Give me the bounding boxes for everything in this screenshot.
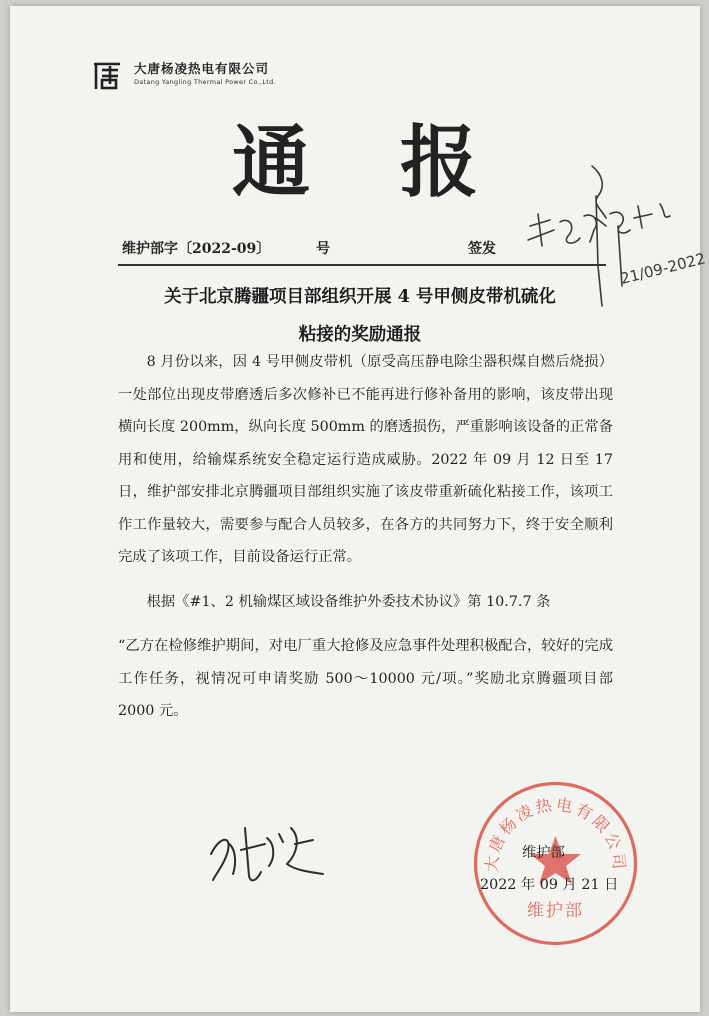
seal-text: 大唐杨凌热电有限公司 xyxy=(481,794,630,873)
company-header xyxy=(134,59,276,86)
issuer-signature xyxy=(510,156,709,316)
bottom-signature xyxy=(205,814,335,894)
document-number: 维护部字〔2022-09〕 xyxy=(122,241,271,257)
company-logo-icon xyxy=(90,58,124,92)
signer-label: 签发 xyxy=(468,241,496,257)
issue-date: 2022 年 09 月 21 日 xyxy=(480,877,619,893)
company-name-cn: 大唐杨凌热电有限公司 xyxy=(134,61,270,76)
paragraph-2: 根据《#1、2 机输煤区域设备维护外委技术协议》第 10.7.7 条 xyxy=(146,593,551,610)
seal-dept: 维护部 xyxy=(527,901,584,921)
signature-date-note: 21/09-2022 xyxy=(618,249,708,288)
issuing-department: 维护部 xyxy=(522,845,565,861)
heading-line-1: 关于北京腾疆项目部组织开展 4 号甲侧皮带机硫化 xyxy=(164,287,556,307)
paragraph-3: “乙方在检修维护期间，对电厂重大抢修及应急事件处理积极配合，较好的完成工作任务，视情况可申请奖励 500～10000 元/项。”奖励北京腾疆项目部 2000 元。 xyxy=(118,638,613,719)
document-page xyxy=(10,6,708,1012)
company-name-en: Datang Yangling Thermal Power Co.,Ltd. xyxy=(134,78,276,86)
official-seal xyxy=(468,776,643,951)
heading-line-2: 粘接的奖励通报 xyxy=(298,325,422,345)
document-title: 通报 xyxy=(231,117,568,208)
document-number-suffix: 号 xyxy=(316,241,330,257)
notice-body xyxy=(118,346,613,728)
paragraph-1: 8 月份以来，因 4 号甲侧皮带机（原受高压静电除尘器积煤自燃后烧损）一处部位出现皮带磨透后多次修补已不能再进行修补备用的影响，该皮带出现横向长度 200mm，纵向长度 500mm 的磨透损伤，严重影响该设备的正常备用和使用，给输煤系统安全稳定运行造成威胁。2022 年 09 月 12 日至 17 日，维护部安排北京腾疆项目部组织实施了该皮带重新硫化粘接工作，该项工作工作量较大，需要参与配合人员较多，在各方的共同努力下，终于安全顺利完成了该项工作，目前设备运行正常。 xyxy=(118,354,613,565)
